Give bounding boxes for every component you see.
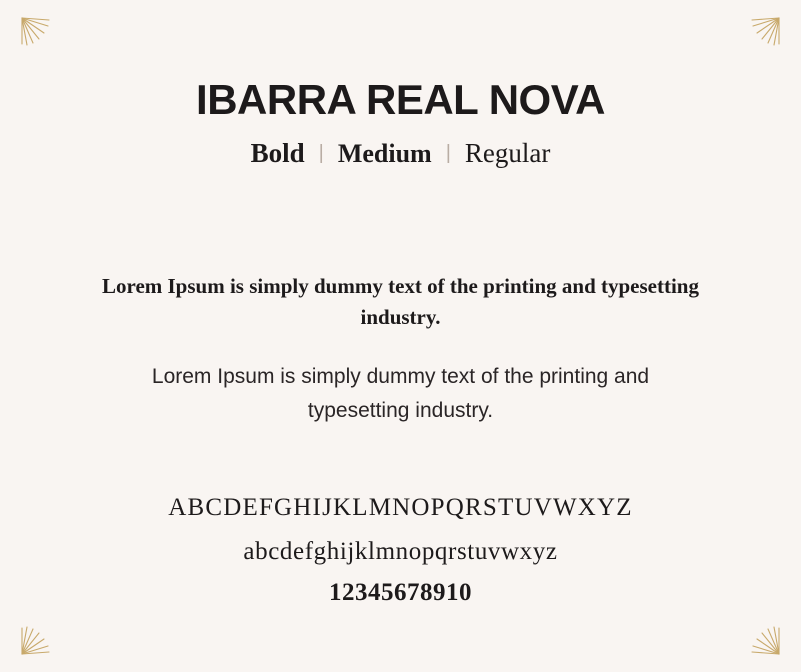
weight-list — [0, 140, 801, 167]
weight-separator: | — [445, 141, 451, 164]
weight-item-regular: Regular — [464, 138, 551, 169]
weight-separator: | — [318, 141, 324, 164]
weight-item-bold: Bold — [250, 138, 305, 169]
glyphs-lowercase: abcdefghijklmnopqrstuvwxyz — [243, 537, 558, 565]
title-block — [0, 0, 801, 167]
glyph-specimen-block — [0, 489, 801, 612]
page-title: IBARRA REAL NOVA — [196, 76, 605, 123]
weight-item-medium: Medium — [337, 138, 432, 168]
glyphs-digits: 12345678910 — [329, 579, 472, 607]
sample-serif-bold: Lorem Ipsum is simply dummy text of the printing and typesetting industry. — [102, 274, 699, 329]
glyphs-uppercase: ABCDEFGHIJKLMNOPQRSTUVWXYZ — [168, 494, 633, 522]
sample-text-block — [0, 271, 801, 427]
spark-bottom-right-icon — [737, 612, 783, 658]
sample-sans-regular: Lorem Ipsum is simply dummy text of the printing and typesetting industry. — [151, 364, 650, 422]
spark-bottom-left-icon — [18, 612, 64, 658]
